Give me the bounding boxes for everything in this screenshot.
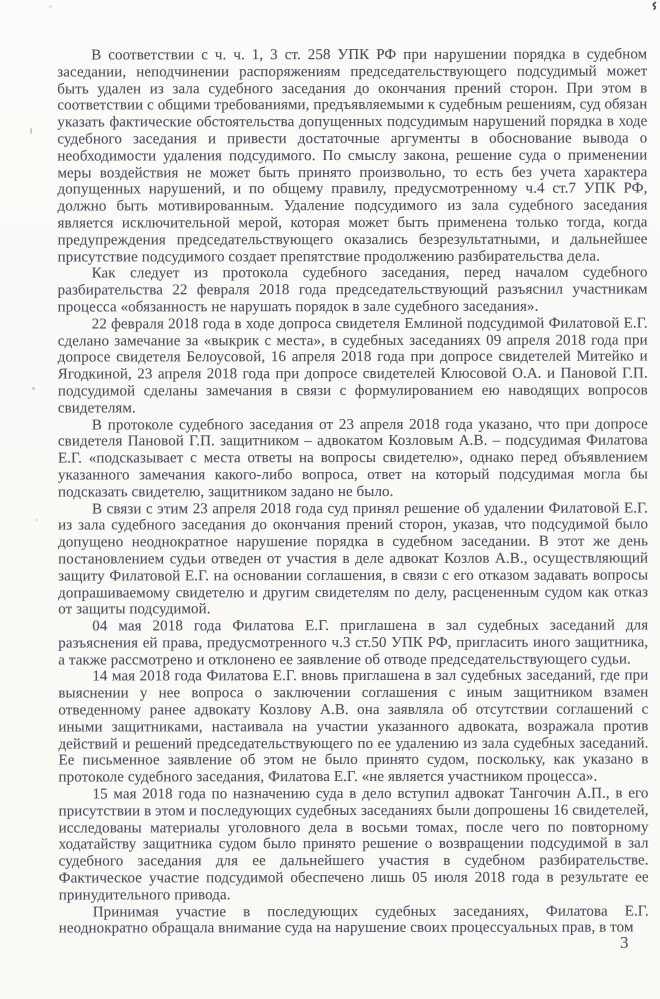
paragraph: В связи с этим 23 апреля 2018 года суд принял решение об удалении Филатовой Е.Г. из зала судебного заседания до окончания прений сторон, указав, что подсудимой было допущено неоднократное нарушение порядка в судебном заседании. В этот же день постановлением судьи отведен от участия в деле адвокат Козлов А.В., осуществляющий защиту Филатовой Е.Г. на основании соглашения, в связи с его отказом задавать вопросы допрашиваемому свидетелю и другим свидетелям по делу, расцененным судом как отказ от защиты подсудимой. <box>58 500 649 618</box>
paragraph: Принимая участие в последующих судебных заседаниях, Филатова Е.Г. неоднократно обращала внимание суда на нарушение своих процессуальных прав, в том <box>58 903 649 937</box>
page-number: 3 <box>620 933 629 952</box>
paragraph: 04 мая 2018 года Филатова Е.Г. приглашена в зал судебных заседаний для разъяснения ей права, предусмотренного ч.3 ст.50 УПК РФ, пригласить иного защитника, а также рассмотрено и отклонено ее заявление об отводе председательствующего судьи. <box>58 617 649 669</box>
scan-ink-mark <box>645 1 657 12</box>
document-text-block <box>57 46 649 937</box>
paragraph: 22 февраля 2018 года в ходе допроса свидетеля Емлиной подсудимой Филатовой Е.Г. сделано замечание за «выкрик с места», в судебных заседаниях 09 апреля 2018 года при допросе свидетеля Белоусовой, 16 апреля 2018 года при допросе свидетелей Митейко и Ягодкиной, 23 апреля 2018 года при допросе свидетелей Клюсовой О.А. и Пановой Г.П. подсудимой сделаны замечания в связи с формулированием ею наводящих вопросов свидетелям. <box>57 315 648 417</box>
scan-speck <box>30 128 32 134</box>
paragraph: 14 мая 2018 года Филатова Е.Г. вновь приглашена в зал судебных заседаний, где при выяснении у нее вопроса о заключении соглашения с иным защитником взамен отведенному ранее адвокату Козлову А.В. она заявляла об отсутствии соглашений с иными защитниками, настаивала на участии указанного адвоката, возражала против действий и решений председательствующего по ее удалению из зала судебных заседаний. Ее письменное заявление об этом не было принято судом, поскольку, как указано в протоколе судебного заседания, Филатова Е.Г. «не является участником процесса». <box>58 667 649 786</box>
scan-speck <box>49 5 52 8</box>
paragraph: Как следует из протокола судебного заседания, перед началом судебного разбирательства 22 февраля 2018 года председательствующий разъяснил участникам процесса «обязанность не нарушать порядок в зале судебного заседания». <box>57 264 648 316</box>
paragraph: В соответствии с ч. ч. 1, 3 ст. 258 УПК РФ при нарушении порядка в судебном заседании, неподчинении распоряжениям председательствующего подсудимый может быть удален из зала судебного заседания до окончания прений сторон. При этом в соответствии с общими требованиями, предъявляемыми к судебным решениям, суд обязан указать фактические обстоятельства допущенных подсудимым нарушений порядка в ходе судебного заседания и привести достаточные аргументы в обоснование вывода о необходимости удаления подсудимого. По смыслу закона, решение суда о применении меры воздействия не может быть принято произвольно, то есть без учета характера допущенных нарушений, и по общему правилу, предусмотренному ч.4 ст.7 УПК РФ, должно быть мотивированным. Удаление подсудимого из зала судебного заседания является исключительной мерой, которая может быть применена только тогда, когда предупреждения председательствующего оказались безрезультатными, и дальнейшее присутствие подсудимого создает препятствие продолжению разбирательства дела. <box>57 46 648 266</box>
scan-speck <box>32 387 35 390</box>
paragraph: В протоколе судебного заседания от 23 апреля 2018 года указано, что при допросе свидетеля Пановой Г.П. защитником – адвокатом Козловым А.В. – подсудимая Филатова Е.Г. «подсказывает с места ответы на вопросы свидетелю», однако перед объявлением указанного замечания какого-либо вопроса, ответ на который подсудимая могла бы подсказать свидетелю, защитником задано не было. <box>57 416 648 501</box>
scan-speck <box>36 519 38 521</box>
paragraph: 15 мая 2018 года по назначению суда в дело вступил адвокат Тангочин А.П., в его присутствии в этом и последующих судебных заседаниях были допрошены 16 свидетелей, исследованы материалы уголовного дела в восьми томах, после чего по повторному ходатайству защитника судом было принято решение о возвращении подсудимой в зал судебного заседания для ее дальнейшего участия в судебном разбирательстве. Фактическое участие подсудимой обеспечено лишь 05 июля 2018 года в результате ее принудительного привода. <box>58 785 649 904</box>
